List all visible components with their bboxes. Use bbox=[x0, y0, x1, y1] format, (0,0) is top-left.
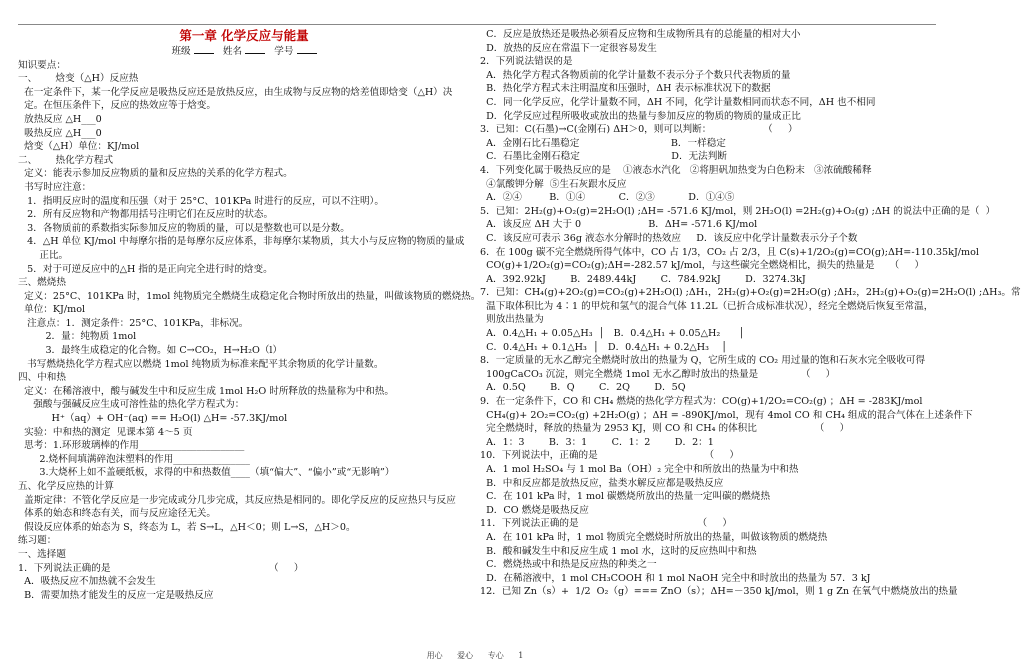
text-line: 100gCaCO₃ 沉淀，则完全燃烧 1mol 无水乙醇时放出的热量是 （ ） bbox=[480, 368, 836, 380]
id-label: 学号 bbox=[274, 46, 294, 57]
text-line: 4．下列变化属于吸热反应的是 ①液态水汽化 ②将胆矾加热变为白色粉末 ③浓硫酸稀释 bbox=[480, 164, 872, 176]
text-line: 焓变（△H）单位：KJ/mol bbox=[18, 141, 140, 153]
text-line: 12．已知 Zn（s）+ 1/2 O₂（g）=== ZnO（s）；ΔH=－350 kJ/mol，则 1 g Zn 在氧气中燃烧放出的热量 bbox=[480, 586, 958, 598]
text-line: 在一定条件下，某一化学反应是吸热反应还是放热反应，由生成物与反应物的焓差值即焓变（△H）决 bbox=[18, 86, 453, 98]
text-line: A．0.5Q B．Q C．2Q D．5Q bbox=[480, 382, 686, 394]
text-line: 练习题： bbox=[18, 535, 57, 547]
text-line: C．该反应可表示 36g 液态水分解时的热效应 D．该反应中化学计量数表示分子个数 bbox=[480, 232, 858, 244]
text-line: 正比。 bbox=[18, 249, 69, 261]
text-line: 实验：中和热的测定 见课本第 4～5 页 bbox=[18, 426, 193, 438]
text-line: C．在 101 kPa 时，1 mol 碳燃烧所放出的热量一定叫碳的燃烧热 bbox=[480, 491, 771, 503]
text-line: A．金刚石比石墨稳定 B．一样稳定 bbox=[480, 137, 726, 149]
text-line: 定义：能表示参加反应物质的量和反应热的关系的化学方程式。 bbox=[18, 168, 293, 180]
text-line: CO(g)+1/2O₂(g)=CO₂(g);ΔH=-282.57 kJ/mol，与这些碳完全燃烧相比，损失的热量是 （ ） bbox=[480, 260, 925, 272]
text-line: 定。在恒压条件下，反应的热效应等于焓变。 bbox=[18, 100, 216, 112]
text-line: 一、 焓变（△H）反应热 bbox=[18, 73, 139, 85]
text-line: 知识要点： bbox=[18, 59, 66, 71]
text-line: A．该反应 ΔH 大于 0 B．ΔH= -571.6 KJ/mol bbox=[480, 219, 758, 231]
text-line: 体系的始态和终态有关，而与反应途径无关。 bbox=[18, 508, 216, 520]
name-field[interactable] bbox=[245, 44, 265, 54]
text-line: 定义：25°C、101KPa 时，1mol 纯物质完全燃烧生成稳定化合物时所放出的热量，叫做该物质的燃烧热。 bbox=[18, 290, 481, 302]
text-line: 吸热反应 △H___0 bbox=[18, 127, 102, 139]
text-line: A．1：3 B．3：1 C．1：2 D．2：1 bbox=[480, 436, 714, 448]
text-line: 书写时应注意： bbox=[18, 181, 92, 193]
text-line: 定义：在稀溶液中，酸与碱发生中和反应生成 1mol H₂O 时所释放的热量称为中和热。 bbox=[18, 385, 394, 397]
text-line: B．酸和碱发生中和反应生成 1 mol 水，这时的反应热叫中和热 bbox=[480, 545, 757, 557]
text-line: 完全燃烧时，释放的热量为 2953 KJ，则 CO 和 CH₄ 的体积比 （ ） bbox=[480, 423, 850, 435]
text-line: 3.大烧杯上如不盖硬纸板，求得的中和热数值____（填“偏大”、“偏小”或“无影响”） bbox=[18, 467, 395, 479]
text-line: D．CO 燃烧是吸热反应 bbox=[480, 504, 589, 516]
text-line: B．热化学方程式未注明温度和压强时，ΔH 表示标准状况下的数据 bbox=[480, 83, 771, 95]
page-title: 第一章 化学反应与能量 bbox=[179, 28, 309, 43]
text-line: 2．下列说法错误的是 bbox=[480, 56, 573, 68]
text-line: 四、中和热 bbox=[18, 372, 66, 384]
text-line: 4．△H 单位 KJ/mol 中每摩尔指的是每摩尔反应体系，非每摩尔某物质，其大小与反应物的物质的量成 bbox=[18, 236, 465, 248]
text-line: C．燃烧热或中和热是反应热的种类之一 bbox=[480, 559, 657, 571]
text-line: D．化学反应过程所吸收或放出的热量与参加反应的物质的物质的量成正比 bbox=[480, 110, 801, 122]
text-line: A．392.92kJ B．2489.44kJ C．784.92kJ D．3274.3kJ bbox=[480, 273, 806, 285]
text-line: C．反应是放热还是吸热必须看反应物和生成物所具有的总能量的相对大小 bbox=[480, 29, 801, 40]
text-line: 2．所有反应物和产物都用括号注明它们在反应时的状态。 bbox=[18, 209, 274, 221]
text-line: 7．已知：CH₄(g)+2O₂(g)=CO₂(g)+2H₂O(l) ;ΔH₁，2H₂(g)+O₂(g)=2H₂O(g) ;ΔH₂，2H₂(g)+O₂(g)=2H₂O(l) ;ΔH₃。常 bbox=[480, 287, 1021, 299]
text-line: 3．各物质前的系数指实际参加反应的物质的量，可以是整数也可以是分数。 bbox=[18, 222, 350, 234]
text-line: A．热化学方程式各物质前的化学计量数不表示分子个数只代表物质的量 bbox=[480, 69, 791, 81]
text-line: A．0.4△H₁ + 0.05△H₃ │ B．0.4△H₁ + 0.05△H₂ │ bbox=[480, 328, 745, 340]
text-line: 6．在 100g 碳不完全燃烧所得气体中，CO 占 1/3，CO₂ 占 2/3，且 C(s)+1/2O₂(g)=CO(g);ΔH=-110.35kJ/mol bbox=[480, 246, 979, 258]
text-line: H⁺（aq）+ OH⁻(aq) == H₂O(l) △H= -57.3KJ/mol bbox=[18, 413, 288, 425]
text-line: B．中和反应都是放热反应，盐类水解反应都是吸热反应 bbox=[480, 477, 724, 489]
text-line: 5．已知：2H₂(g)+O₂(g)=2H₂O(l) ;ΔH= -571.6 KJ/mol，则 2H₂O(l) =2H₂(g)+O₂(g) ;ΔH 的说法中正确的是（ ） bbox=[480, 205, 996, 217]
text-line: 10．下列说法中，正确的是 （ ） bbox=[480, 450, 739, 462]
text-line: 温下取体积比为 4∶1 的甲烷和氢气的混合气体 11.2L（已折合成标准状况），经完全燃烧后恢复至常温， bbox=[480, 300, 934, 312]
id-field[interactable] bbox=[297, 44, 317, 54]
text-line: 一、选择题 bbox=[18, 548, 66, 560]
text-line: 3．最终生成稳定的化合物。如 C→CO₂，H→H₂O（l） bbox=[18, 345, 283, 357]
text-line: 3．已知：C(石墨)→C(金刚石) ΔH＞0，则可以判断： （ ） bbox=[480, 124, 798, 136]
class-label: 班级 bbox=[171, 46, 191, 57]
text-line: C．同一化学反应，化学计量数不同，ΔH 不同，化学计量数相同而状态不同，ΔH 也不相同 bbox=[480, 96, 876, 108]
text-line: C．石墨比金刚石稳定 D．无法判断 bbox=[480, 151, 727, 163]
footer-item: 爱心 bbox=[457, 651, 474, 660]
text-line: A．1 mol H₂SO₄ 与 1 mol Ba（OH）₂ 完全中和所放出的热量为中和热 bbox=[480, 464, 799, 475]
footer-item: 用心 bbox=[426, 651, 443, 660]
text-line: 盖斯定律：不管化学反应是一步完成或分几步完成，其反应热是相同的。即化学反应的反应热只与反应 bbox=[18, 494, 456, 506]
text-line: 思考：1.环形玻璃棒的作用______________________ bbox=[18, 440, 245, 452]
text-line: A．在 101 kPa 时，1 mol 物质完全燃烧时所放出的热量，叫做该物质的燃烧热 bbox=[480, 531, 828, 543]
text-line: 二、 热化学方程式 bbox=[18, 154, 114, 166]
footer bbox=[0, 650, 950, 661]
exercise-section bbox=[480, 28, 1021, 599]
text-line: 注意点：1．测定条件：25°C、101KPa，非标况。 bbox=[18, 317, 249, 329]
text-line: 5．对于可逆反应中的△H 指的是正向完全进行时的焓变。 bbox=[18, 263, 273, 275]
text-line: 1．指明反应时的温度和压强（对于 25°C、101KPa 时进行的反应，可以不注明）。 bbox=[18, 195, 384, 207]
text-line: 2.烧杯间填满碎泡沫塑料的作用________________ bbox=[18, 453, 250, 465]
header-rule bbox=[18, 24, 936, 25]
text-line: 2．量：纯物质 1mol bbox=[18, 331, 137, 343]
class-field[interactable] bbox=[194, 44, 214, 54]
text-line: A．②④ B．①④ C．②③ D．①④⑤ bbox=[480, 192, 735, 204]
right-column bbox=[480, 28, 1021, 599]
text-line: 单位：KJ/mol bbox=[18, 304, 86, 316]
text-line: 强酸与强碱反应生成可溶性盐的热化学方程式为： bbox=[18, 399, 245, 411]
student-info-line bbox=[18, 44, 470, 59]
text-line: 则放出热量为 bbox=[480, 314, 544, 326]
text-line: 书写燃烧热化学方程式应以燃烧 1mol 纯物质为标准来配平其余物质的化学计量数。 bbox=[18, 358, 384, 370]
page-number: 1 bbox=[518, 651, 524, 660]
name-label: 姓名 bbox=[222, 46, 243, 57]
text-line: D．放热的反应在常温下一定很容易发生 bbox=[480, 42, 657, 54]
left-column bbox=[18, 28, 481, 602]
text-line: 1．下列说法正确的是 （ ） bbox=[18, 562, 304, 574]
text-line: 三、燃烧热 bbox=[18, 277, 66, 289]
text-line: ④氯酸钾分解 ⑤生石灰跟水反应 bbox=[480, 178, 627, 190]
text-line: 五、化学反应热的计算 bbox=[18, 481, 114, 492]
text-line: 9．在一定条件下，CO 和 CH₄ 燃烧的热化学方程式为：CO(g)+1/2O₂=CO₂(g) ；ΔH = -283KJ/mol bbox=[480, 396, 923, 408]
text-line: 11．下列说法正确的是 （ ） bbox=[480, 518, 732, 530]
text-line: D．在稀溶液中，1 mol CH₃COOH 和 1 mol NaOH 完全中和时放出的热量为 57．3 kJ bbox=[480, 572, 871, 584]
knowledge-section bbox=[18, 59, 481, 603]
text-line: 假设反应体系的始态为 S，终态为 L，若 S→L，△H＜0；则 L→S，△H＞0。 bbox=[18, 521, 356, 533]
text-line: A．吸热反应不加热就不会发生 bbox=[18, 576, 156, 588]
text-line: C．0.4△H₁ + 0.1△H₃ │ D．0.4△H₁ + 0.2△H₃ │ bbox=[480, 341, 727, 353]
text-line: B．需要加热才能发生的反应一定是吸热反应 bbox=[18, 589, 214, 601]
text-line: CH₄(g)+ 2O₂=CO₂(g) +2H₂O(g) ；ΔH = -890KJ/mol，现有 4mol CO 和 CH₄ 组成的混合气体在上述条件下 bbox=[480, 409, 973, 421]
text-line: 8．一定质量的无水乙醇完全燃烧时放出的热量为 Q，它所生成的 CO₂ 用过量的饱和石灰水完全吸收可得 bbox=[480, 355, 926, 367]
footer-item: 专心 bbox=[487, 651, 504, 660]
text-line: 放热反应 △H___0 bbox=[18, 113, 102, 125]
